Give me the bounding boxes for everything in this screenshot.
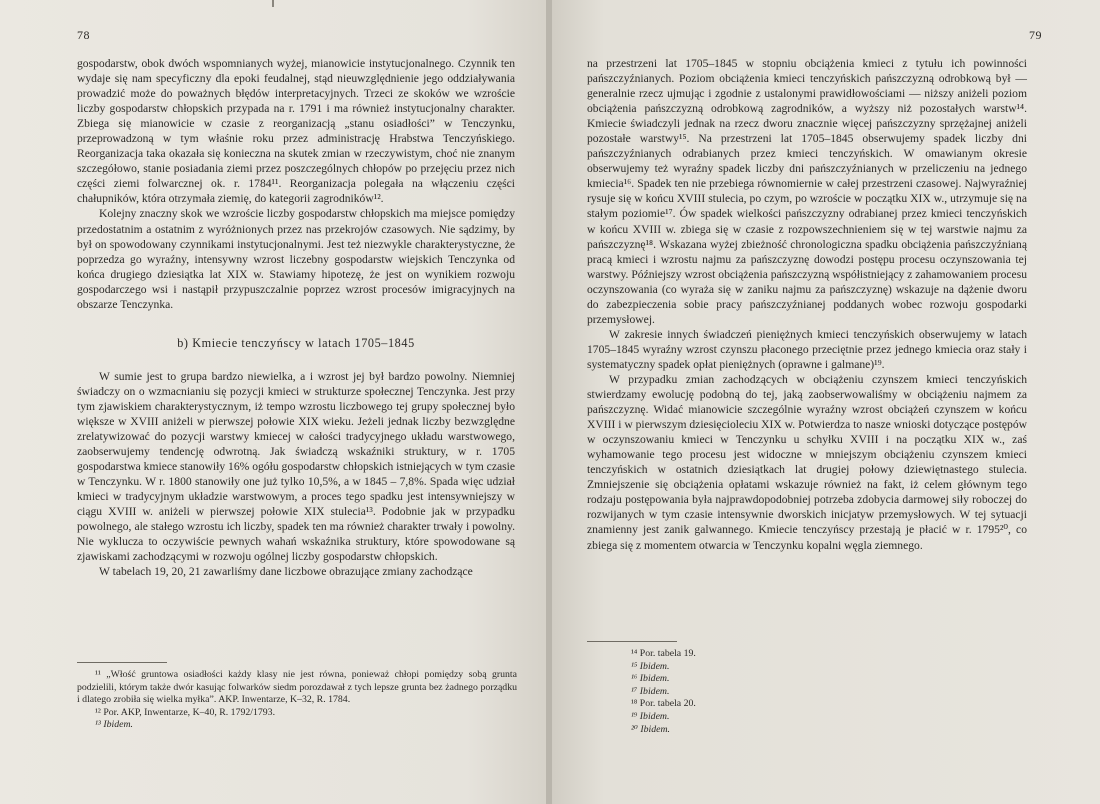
- paragraph: gospodarstw, obok dwóch wspomnianych wyżej, mianowicie instytucjonalnego. Czynnik ten wydaje się nam specyficzny dla epoki feudalnej, stąd nieuwzględnienie jego oddziaływania prowadzić może do poważnych błędów interpretacyjnych. Trzeci ze skoków we wzroście liczby gospodarstw chłopskich przypada na r. 1791 i ma również instytucjonalny charakter. Zbiega się mianowicie w czasie z reorganizacją „stanu osiadłości” w Tenczynku, przeprowadzoną w tym właśnie roku przez administrację Hrabstwa Tenczyńskiego. Reorganizacja taka okazała się konieczna na skutek zmian w rzeczywistym, choć nie znanym szczegółowo, stanie posiadania ziemi przez poszczególnych chłopów po przejęciu przez nich części ziemi folwarcznej ok. r. 1784¹¹. Reorganizacja polegała na włączeniu części chałupników, która otrzymała ziemię, do kategorii zagrodników¹².: [77, 57, 515, 206]
- footnote: ¹⁹ Ibidem.: [631, 710, 670, 722]
- right-page-body: [587, 56, 1027, 553]
- footnote: ¹⁴ Por. tabela 19.: [631, 648, 696, 659]
- page-number-left: 78: [77, 28, 90, 42]
- page-number-right: 79: [1029, 28, 1042, 42]
- footnote: ¹³ Ibidem.: [95, 719, 133, 731]
- footnote: ¹⁵ Ibidem.: [631, 660, 670, 672]
- footnote: ²⁰ Ibidem.: [631, 723, 670, 735]
- footnote-rule: [587, 641, 677, 642]
- paragraph: W tabelach 19, 20, 21 zawarliśmy dane liczbowe obrazujące zmiany zachodzące: [99, 565, 473, 579]
- right-page: [549, 0, 1100, 804]
- footnote: ¹⁸ Por. tabela 20.: [631, 698, 696, 710]
- footnotes-left: [77, 669, 517, 732]
- footnote: ¹⁶ Ibidem.: [631, 673, 670, 685]
- footnote: ¹² Por. AKP, Inwentarze, K–40, R. 1792/1793.: [95, 706, 276, 718]
- top-mark: [272, 0, 274, 7]
- book-gutter: [546, 0, 552, 804]
- left-page: [0, 0, 549, 804]
- paragraph: na przestrzeni lat 1705–1845 w stopniu obciążenia kmieci z tytułu ich powinności pańszczyźnianych. Poziom obciążenia kmieci tenczyńskich pańszczyzną odrobkową był — generalnie rzecz ujmując i zgodnie z ustalonymi prawidłowościami — niższy aniżeli poziom obciążenia pańszczyzną odrobkową zagrodników, a wyższy niż pozostałych warstw¹⁴. Kmiecie świadczyli jednak na rzecz dworu znacznie więcej pańszczyzny sprzężajnej aniżeli pozostałe warstwy¹⁵. Na przestrzeni lat 1705–1845 obserwujemy spadek liczby dni pańszczyźnianych odrabianych przez kmieci tenczyńskich. W omawianym okresie obserwujemy też wyraźny spadek liczby dni pańszczyźnianych w przeliczeniu na jednego kmiecia¹⁶. Spadek ten nie przebiega równomiernie w całej przestrzeni czasowej. Najwyraźniej rysuje się w końcu XVIII stulecia, po czym, po wzroście w początku XIX w., utrzymuje się na stałym poziomie¹⁷. Ów spadek wielkości pańszczyzny odrabianej przez kmieci tenczyńskich w końcu XVIII w. zbiega się w czasie z rozpowszechnieniem się w tej warstwie najmu za pańszczyznę¹⁸. Wskazana wyżej zbieżność chronologiczna spadku obciążenia pańszczyźnianą pracą kmieci i wzrostu najmu za pańszczyznę dowodzi postępu procesu oczynszowania tej warstwy. Późniejszy wzrost obciążenia pańszczyzną współistniejący z zahamowaniem procesu oczynszowania (co wyraża się w zaniku najmu za pańszczyznę) wskazuje na dążenie dworu do zabezpieczenia sobie pracy pańszczyźnianej poddanych wobec rozwoju gospodarki przemysłowej.: [587, 57, 1027, 326]
- left-page-body: [77, 56, 515, 580]
- footnotes-right: [631, 648, 831, 736]
- paragraph: W przypadku zmian zachodzących w obciążeniu czynszem kmieci tenczyńskich stwierdzamy ewolucję podobną do tej, jaką zaobserwowaliśmy w obciążeniu najmem za pańszczyznę. Widać mianowicie szczególnie wyraźny wzrost obciążeń czynszem w końcu XVIII i w pierwszym dziesięcioleciu XIX w. Potwierdza to nasze wnioski dotyczące postępów w oczynszowaniu kmieci w Tenczynku u schyłku XVIII i na początku XIX w., zaś wyhamowanie tego procesu jest widoczne w mniejszym obciążeniu czynszem kmieci tenczyńskich w ostatnich dziesiątkach lat drugiej połowy dziewiętnastego stulecia. Zmniejszenie się obciążenia opłatami wskazuje również na fakt, iż celem głównym tego rodzaju postępowania była najprawdopodobniej potrzeba zdobycia darmowej siły roboczej do rozwijanych w tym czasie intensywnie dworskich inicjatyw przemysłowych. W tej sytuacji znamienny jest zanik galwannego. Kmiecie tenczyńscy przestają je płacić w r. 1795²⁰, co zbiega się z momentem otwarcia w Tenczynku kopalni węgla ziemnego.: [587, 372, 1027, 552]
- paragraph: Kolejny znaczny skok we wzroście liczby gospodarstw chłopskich ma miejsce pomiędzy przedostatnim a ostatnim z wyróżnionych przez nas przekrojów czasowych. Nie sądzimy, by był on spowodowany czynnikami instytucjonalnymi. Jest też niezwykle charakterystyczne, że poprzedza go wyraźny, intensywny wzrost liczebny gospodarstw wiejskich Tenczynka od końca drugiego dziesiątka lat XIX w. Stawiamy hipotezę, że jest on wynikiem rozwoju gospodarczego wsi i nastąpił przypuszczalnie poprzez wzrost procesów imigracyjnych na obszarze Tenczynka.: [77, 207, 515, 311]
- footnote: ¹¹ „Włość gruntowa osiadłości każdy klasy nie jest równa, ponieważ chłopi pomiędzy sobą grunta podzielili, którym także dwór kasując folwarków siedm porozdawał z tych lepsze grunta bez żadnego porządku i dlatego zrobiła się wielka myłka”. AKP. Inwentarze, K–32, R. 1784.: [77, 669, 517, 706]
- paragraph: W sumie jest to grupa bardzo niewielka, a i wzrost jej był bardzo powolny. Niemniej świadczy on o wzmacnianiu się pozycji kmieci w strukturze społecznej Tenczynka. Jest przy tym zjawiskiem charakterystycznym, iż tempo wzrostu liczbowego tej grupy społecznej było większe w XVIII aniżeli w pierwszej połowie XIX wieku. Jeżeli jednak liczby bezwzględne zrelatywizować do pozycji warstwy kmiecej w całości tradycyjnego układu warstwowego, zaobserwujemy tendencję odwrotną. Jak świadczą wskaźniki struktury, w r. 1705 gospodarstwa kmiece stanowiły 16% ogółu gospodarstw chłopskich istniejących w tym czasie w Tenczynku. W r. 1800 stanowiły one już tylko 10,5%, a w 1845 – 7,8%. Spada więc udział kmieci w tradycyjnym układzie warstwowym, a proces tego spadku jest intensywniejszy w ciągu XVIII w. aniżeli w pierwszej połowie XIX stulecia¹³. Podobnie jak w przypadku powolnego, ale stałego wzrostu ich liczby, spadek ten ma również charakter trwały i powolny. Nie wyklucza to oczywiście pewnych wahań wskaźnika struktury, które spowodowane są zjawiskami zachodzącymi w rozwoju ogólnej liczby gospodarstw chłopskich.: [77, 369, 515, 564]
- paragraph: W zakresie innych świadczeń pieniężnych kmieci tenczyńskich obserwujemy w latach 1705–1845 wyraźny wzrost czynszu płaconego przeciętnie przez jednego kmiecia oraz stały i systematyczny spadek opłat pieniężnych (oprawne i galmane)¹⁹.: [587, 327, 1027, 371]
- section-subheading: b) Kmiecie tenczyńscy w latach 1705–1845: [177, 335, 415, 350]
- footnote: ¹⁷ Ibidem.: [631, 685, 670, 697]
- footnote-rule: [77, 662, 167, 663]
